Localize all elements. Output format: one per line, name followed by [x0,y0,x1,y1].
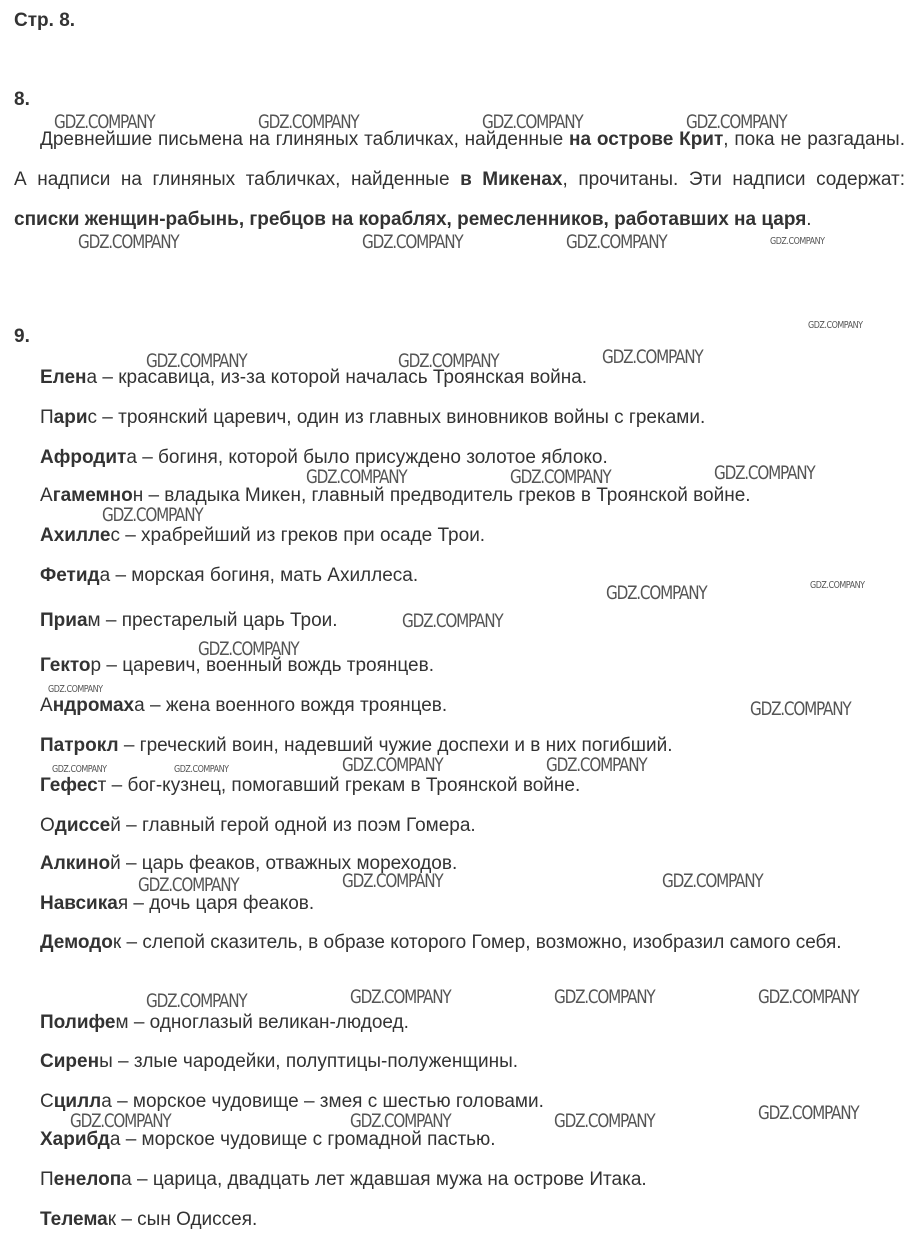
list-item [14,923,905,963]
watermark: GDZ.COMPANY [810,580,865,591]
item-text: а – богиня, которой было присуждено золотое яблоко. [126,447,608,468]
item-bold: Полифе [40,1012,116,1033]
watermark: GDZ.COMPANY [342,870,443,892]
watermark: GDZ.COMPANY [808,320,863,331]
item-text: к – слепой сказитель, в образе которого Гомер, возможно, изобразил самого себя. [112,932,842,953]
item-prefix: П [40,407,54,428]
list-item [40,735,905,757]
item-text: й – царь феаков, отважных мореходов. [110,853,458,874]
item-prefix: О [40,815,55,836]
list-item [40,1012,905,1034]
item-text: й – главный герой одной из поэм Гомера. [110,815,476,836]
task-8-text-part: . [806,209,812,230]
watermark: GDZ.COMPANY [554,986,655,1008]
item-bold: Алкино [40,853,111,874]
item-bold: ндромах [52,695,135,716]
item-bold: Приа [40,610,88,631]
item-text: с – троянский царевич, один из главных виновников войны с греками. [87,407,706,428]
item-bold: Афродит [40,447,127,468]
watermark: GDZ.COMPANY [78,231,179,253]
list-item [40,1051,905,1073]
watermark: GDZ.COMPANY [198,638,299,660]
item-text: т – бог-кузнец, помогавший грекам в Троянской войне. [97,775,581,796]
item-text: к – сын Одиссея. [107,1209,258,1230]
watermark: GDZ.COMPANY [662,870,763,892]
task-8-number: 8. [14,89,30,110]
item-text: а – красавица, из-за которой началась Троянская война. [86,367,588,388]
item-bold: Сирен [40,1051,100,1072]
item-bold: Телема [40,1209,108,1230]
watermark: GDZ.COMPANY [350,1110,451,1132]
item-bold: ари [53,407,88,428]
list-item [40,565,905,587]
watermark: GDZ.COMPANY [566,231,667,253]
watermark: GDZ.COMPANY [686,111,787,133]
item-bold: енелоп [53,1169,122,1190]
watermark: GDZ.COMPANY [714,462,815,484]
list-item [40,775,905,797]
list-item [40,407,905,429]
watermark: GDZ.COMPANY [402,610,503,632]
item-prefix: А [40,695,53,716]
item-text: с – храбрейший из греков при осаде Трои. [110,525,486,546]
list-item [40,815,905,837]
watermark: GDZ.COMPANY [258,111,359,133]
watermark: GDZ.COMPANY [546,754,647,776]
list-item [40,853,905,875]
item-bold: Гефес [40,775,98,796]
item-bold: Харибд [40,1129,110,1150]
watermark: GDZ.COMPANY [398,350,499,372]
item-text: а – морская богиня, мать Ахиллеса. [99,565,419,586]
watermark: GDZ.COMPANY [342,754,443,776]
item-text: р – царевич, военный вождь троянцев. [90,655,434,676]
item-text: м – одноглазый великан-людоед. [115,1012,409,1033]
watermark: GDZ.COMPANY [350,986,451,1008]
item-text: – греческий воин, надевший чужие доспехи и в них погибший. [118,735,673,756]
item-text: м – престарелый царь Трои. [87,610,338,631]
list-item [40,1129,905,1151]
item-text: я – дочь царя феаков. [117,893,315,914]
watermark: GDZ.COMPANY [554,1110,655,1132]
page-title: Стр. 8. [14,10,76,31]
item-bold: Ахилле [40,525,111,546]
watermark: GDZ.COMPANY [174,764,229,775]
task-8-text-part: , пока не разгаданы. А надписи на глиняных табличках, найденные [14,129,905,190]
watermark: GDZ.COMPANY [770,236,825,247]
watermark: GDZ.COMPANY [758,1102,859,1124]
item-prefix: А [40,485,53,506]
task-9-number: 9. [14,326,30,347]
watermark: GDZ.COMPANY [362,231,463,253]
watermark: GDZ.COMPANY [306,466,407,488]
watermark: GDZ.COMPANY [70,1110,171,1132]
list-item [40,1209,905,1231]
watermark: GDZ.COMPANY [482,111,583,133]
watermark: GDZ.COMPANY [54,111,155,133]
watermark: GDZ.COMPANY [750,698,851,720]
watermark: GDZ.COMPANY [52,764,107,775]
watermark: GDZ.COMPANY [602,346,703,368]
item-prefix: П [40,1169,54,1190]
list-item [40,655,905,677]
item-text: а – царица, двадцать лет ждавшая мужа на острове Итака. [121,1169,647,1190]
task-8-bold-lists: списки женщин-рабынь, гребцов на кораблях, ремесленников, работавших на царя [14,209,807,230]
item-bold: Патрокл [40,735,119,756]
watermark: GDZ.COMPANY [758,986,859,1008]
item-bold: диссе [54,815,111,836]
watermark: GDZ.COMPANY [510,466,611,488]
item-text: а – жена военного вождя троянцев. [134,695,448,716]
item-bold: Навсика [40,893,118,914]
task-8-text-part: , прочитаны. Эти надписи содержат: [562,169,905,190]
item-bold: Гекто [40,655,91,676]
watermark: GDZ.COMPANY [48,684,103,695]
list-item [40,525,905,547]
item-bold: гамемно [52,485,133,506]
item-bold: Демодо [40,932,113,953]
item-bold: Фетид [40,565,100,586]
item-text: ы – злые чародейки, полуптицы-полуженщины. [99,1051,519,1072]
watermark: GDZ.COMPANY [138,874,239,896]
watermark: GDZ.COMPANY [146,350,247,372]
item-text: н – владыка Микен, главный предводитель греков в Троянской войне. [132,485,751,506]
item-prefix: С [40,1091,54,1112]
task-8-bold-mycenae: в Микенах [460,169,563,190]
watermark: GDZ.COMPANY [606,582,707,604]
list-item [40,1169,905,1191]
item-text: а – морское чудовище с громадной пастью. [109,1129,496,1150]
watermark: GDZ.COMPANY [146,990,247,1012]
item-text: а – морское чудовище – змея с шестью головами. [101,1091,544,1112]
task-8-text-part: Древнейшие письмена на глиняных табличках, найденные [40,129,570,150]
item-bold: цилл [53,1091,102,1112]
item-bold: Елен [40,367,87,388]
watermark: GDZ.COMPANY [102,504,203,526]
task-8-bold-crete: на острове Крит [569,129,724,150]
list-item [40,893,905,915]
task-8-text [14,120,905,240]
